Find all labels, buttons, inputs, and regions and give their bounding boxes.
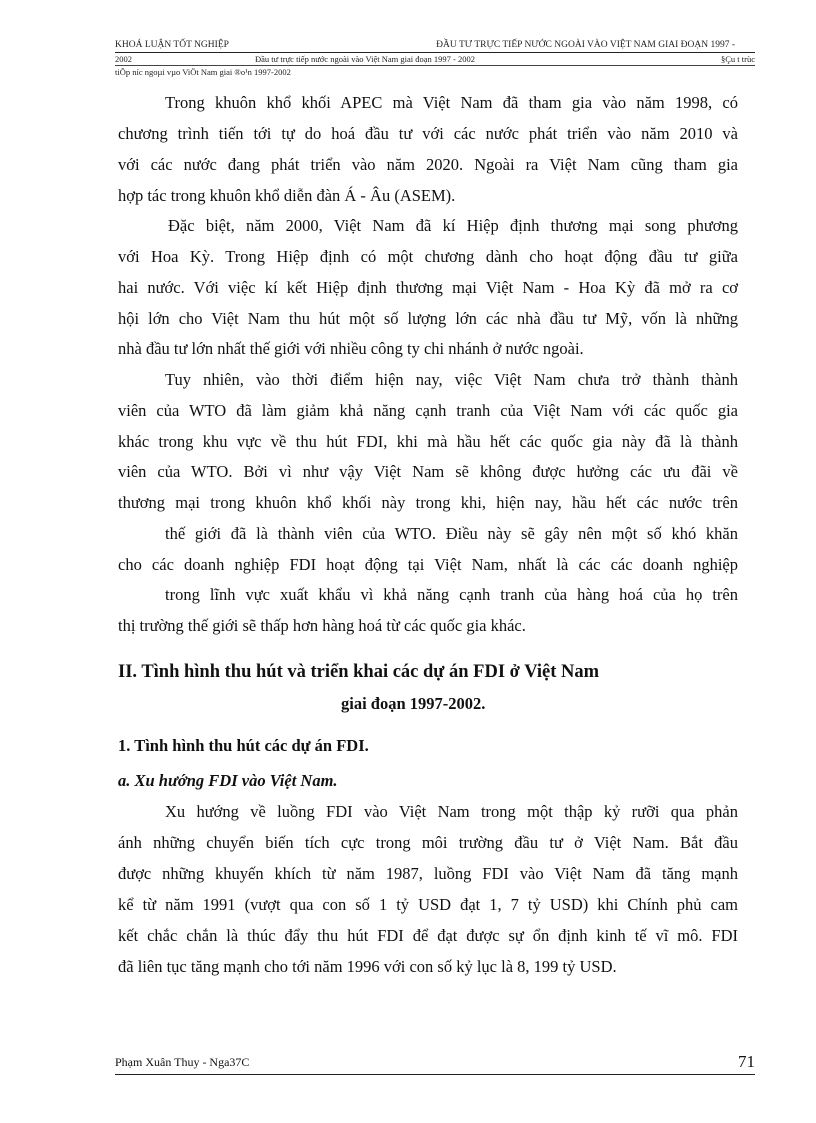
- body-line: với các nước đang phát triển vào năm 2020. Ngoài ra Việt Nam cũng tham gia: [118, 155, 738, 174]
- footer-rule: [115, 1074, 755, 1075]
- body-line: thương mại trong khuôn khổ khối này trong khi, hiện nay, hầu hết các nước trên: [118, 493, 738, 512]
- header-rule-2: [115, 65, 755, 66]
- body-line: nhà đầu tư lớn nhất thế giới với nhiều công ty chi nhánh ở nước ngoài.: [118, 339, 584, 358]
- page-number: 71: [738, 1052, 755, 1071]
- section-title: II. Tình hình thu hút và triển khai các dự án FDI ở Việt Nam: [118, 662, 600, 682]
- header-right: ĐẦU TƯ TRỰC TIẾP NƯỚC NGOÀI VÀO VIỆT NAM GIAI ĐOẠN 1997 -: [436, 40, 735, 50]
- header-left: KHOÁ LUẬN TỐT NGHIỆP: [115, 40, 229, 50]
- header-rule: [115, 52, 755, 53]
- body-line: ánh những chuyển biến tích cực trong môi trường đầu tư ở Việt Nam. Bắt đầu: [118, 833, 738, 852]
- body-line: khác trong khu vực về thu hút FDI, khi mà hầu hết các quốc gia này đã là thành: [118, 432, 738, 451]
- body-line: viên của WTO đã làm giảm khả năng cạnh tranh của Việt Nam với các quốc gia: [118, 401, 738, 420]
- header-sub-title: Đầu tư trực tiếp nước ngoài vào Việt Nam giai đoạn 1997 - 2002: [255, 54, 475, 64]
- footer-author: Phạm Xuân Thuy - Nga37C: [115, 1055, 250, 1069]
- body-line: kể từ năm 1991 (vượt qua con số 1 tỷ USD đạt 1, 7 tỷ USD) khi Chính phủ cam: [118, 895, 738, 914]
- body-line: hội lớn cho Việt Nam thu hút một số lượng lớn các nhà đầu tư Mỹ, vốn là những: [118, 309, 738, 328]
- body-line: cho các doanh nghiệp FDI hoạt động tại Việt Nam, nhất là các các doanh nghiệp: [118, 555, 738, 574]
- body-line: Đặc biệt, năm 2000, Việt Nam đã kí Hiệp định thương mại song phương: [168, 216, 738, 235]
- body-line: kết chắc chắn là thúc đẩy thu hút FDI để đạt được sự ổn định kinh tế vĩ mô. FDI: [118, 926, 738, 945]
- body-line: được những khuyến khích từ năm 1987, luồng FDI vào Việt Nam đã tăng mạnh: [118, 864, 738, 883]
- body-line: thị trường thế giới sẽ thấp hơn hàng hoá từ các quốc gia khác.: [118, 616, 526, 635]
- header-sub-garbled: §Çu t trùc: [721, 54, 755, 64]
- subsection-title: 1. Tình hình thu hút các dự án FDI.: [118, 736, 369, 755]
- running-header: [115, 40, 755, 52]
- body-line: với Hoa Kỳ. Trong Hiệp định có một chương dành cho hoạt động đầu tư giữa: [118, 247, 738, 266]
- subsubsection-title: a. Xu hướng FDI vào Việt Nam.: [118, 771, 338, 790]
- body-line: hợp tác trong khuôn khổ diễn đàn Á - Âu (ASEM).: [118, 186, 456, 205]
- body-line: viên của WTO. Bởi vì như vậy Việt Nam sẽ không được hưởng các ưu đãi về: [118, 462, 738, 481]
- section-title-cont: giai đoạn 1997-2002.: [341, 694, 486, 713]
- header-sub-year: 2002: [115, 54, 132, 64]
- body-line: hai nước. Với việc kí kết Hiệp định thương mại Việt Nam - Hoa Kỳ đã mở ra cơ: [118, 278, 738, 297]
- body-line: đã liên tục tăng mạnh cho tới năm 1996 với con số kỷ lục là 8, 199 tỷ USD.: [118, 957, 617, 976]
- body-line: Xu hướng về luồng FDI vào Việt Nam trong một thập kỷ rưỡi qua phản: [165, 802, 738, 821]
- body-line: thế giới đã là thành viên của WTO. Điều này sẽ gây nên một số khó khăn: [165, 524, 738, 543]
- body-line: Trong khuôn khổ khối APEC mà Việt Nam đã tham gia vào năm 1998, có: [165, 93, 738, 112]
- body-line: chương trình tiến tới tự do hoá đầu tư với các nước phát triển vào năm 2010 và: [118, 124, 738, 143]
- body-line: Tuy nhiên, vào thời điểm hiện nay, việc Việt Nam chưa trở thành thành: [165, 370, 738, 389]
- header-sub-garbled-line: tiÕp níc ngoµi vµo ViÖt Nam giai ®o¹n 1997-2002: [115, 67, 291, 77]
- body-line: trong lĩnh vực xuất khẩu vì khả năng cạnh tranh của hàng hoá của họ trên: [165, 585, 738, 604]
